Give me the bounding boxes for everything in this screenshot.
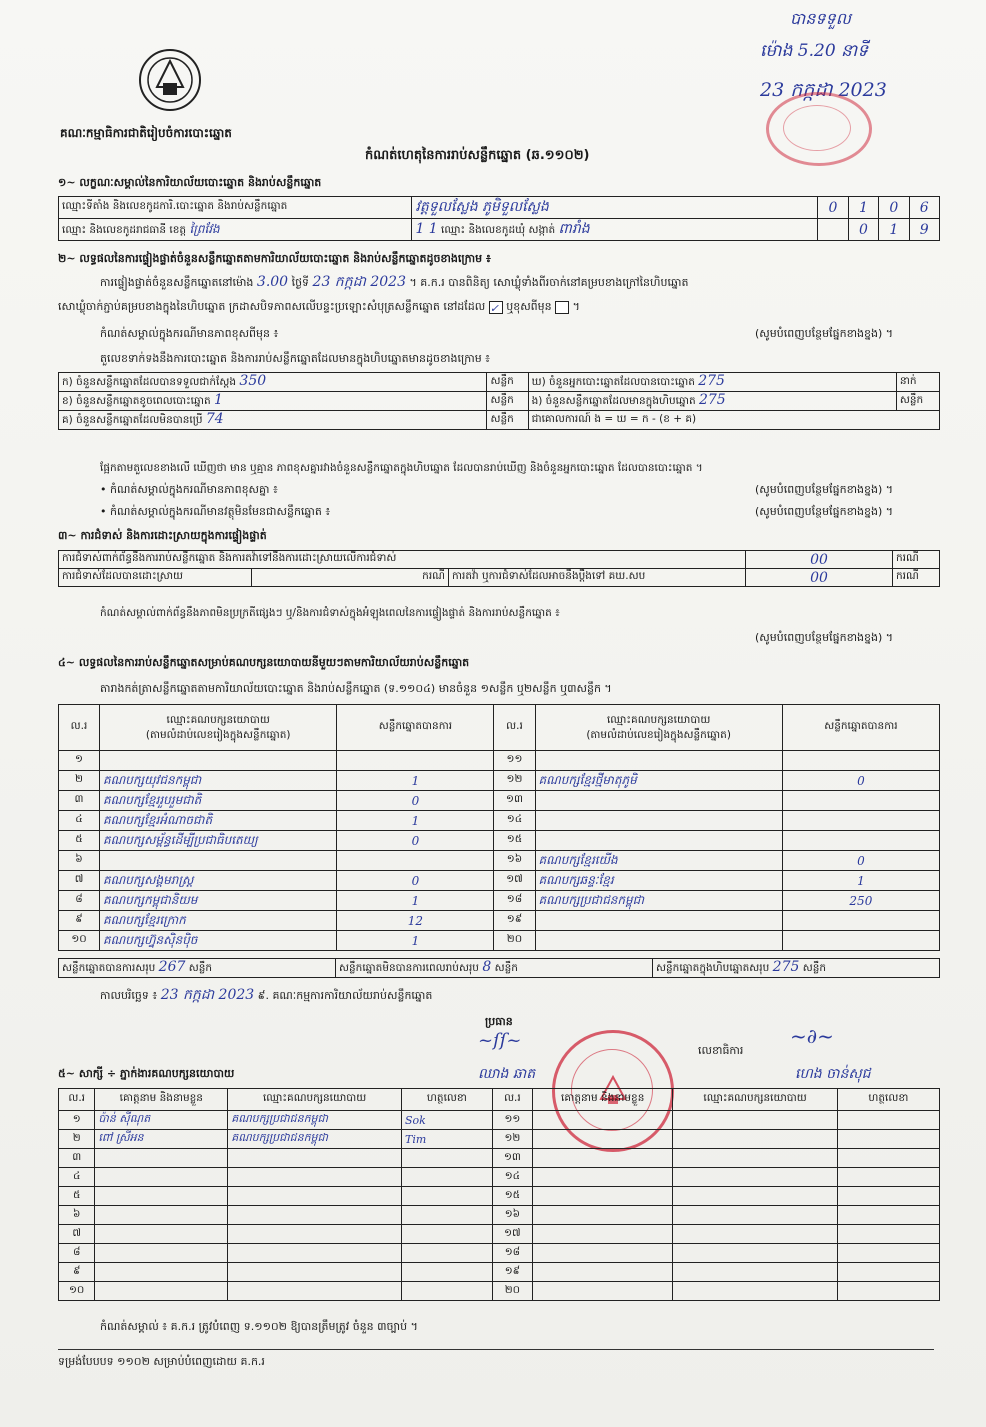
witness-name: ពៅ ស្រីអន — [95, 1130, 228, 1149]
row-number: ១៤ — [492, 1168, 532, 1187]
checkbox-unchanged[interactable]: ✓ — [489, 301, 503, 314]
row-number: ២០ — [492, 1282, 532, 1301]
witness-signature — [402, 1244, 493, 1263]
nec-emblem — [137, 47, 203, 113]
witness-signature — [402, 1149, 493, 1168]
signing-date: 23 កក្កដា 2023 — [160, 987, 255, 1003]
secretary-label: លេខាធិការ — [698, 1044, 744, 1057]
table-row — [59, 831, 940, 851]
verify-date: 23 កក្កដា 2023 — [312, 274, 406, 290]
chair-label: ប្រធាន — [485, 1015, 513, 1028]
section2-para1: ការផ្ទៀងផ្ទាត់ចំនួនសន្លឹកឆ្នោតនៅម៉ោង 3.00 ថ្ងៃទី 23 កក្កដា 2023 ។ គ.ក.រ បានពិនិត្យ សោឃ្លុំទាំងពីរចាក់នៅគម្របខាងក្រៅនៃហិបឆ្នោត — [100, 274, 689, 290]
document-title: កំណត់ហេតុនៃការរាប់សន្លឹកឆ្នោត (ឆ.១១០២) — [365, 148, 590, 163]
witness-signature — [837, 1263, 939, 1282]
form-note: ទម្រង់បែបបទ ១១០២ សម្រាប់បំពេញដោយ គ.ក.រ — [58, 1355, 265, 1368]
table-row — [59, 891, 940, 911]
footnote: កំណត់សម្គាល់ ៖ គ.ក.រ ត្រូវបំពេញ ទ.១១០២ ឱ្យបានត្រឹមត្រូវ ចំនួន ៣ច្បាប់ ។ — [100, 1320, 418, 1333]
row-number: ៣ — [59, 1149, 95, 1168]
valid-votes — [337, 851, 494, 871]
witness-signature — [837, 1130, 939, 1149]
received-date: 23 កក្កដា 2023 — [760, 79, 887, 101]
valid-votes: 1 — [337, 811, 494, 831]
witness-name — [95, 1263, 228, 1282]
witness-name — [532, 1111, 672, 1130]
appeal-label: ការតវ៉ា ឬការជំទាស់ដែលអាចនឹងប្ដឹងទៅ គឃ.សប — [449, 569, 746, 587]
witness-signature: Sok — [402, 1111, 493, 1130]
row-number: ១២ — [494, 771, 535, 791]
col-header-sign: ហត្ថលេខា — [402, 1089, 493, 1111]
commune-code-digit: 0 — [848, 219, 878, 241]
valid-votes — [337, 751, 494, 771]
row-number: ៧ — [59, 1225, 95, 1244]
table-row — [59, 1130, 940, 1149]
note-discrepancy: • កំណត់សម្គាល់ក្នុងករណីមានភាពខុសគ្នា ៖ — [100, 483, 278, 496]
col-header-no: ល.រ — [59, 1089, 95, 1111]
witness-signature — [402, 1206, 493, 1225]
witness-name — [532, 1282, 672, 1301]
received-time: ម៉ោង 5.20 នាទី — [760, 41, 869, 61]
fill-note-2: (សូមបំពេញបន្ថែមផ្នែកខាងខ្នង) ។ — [755, 483, 894, 496]
fill-note-1: (សូមបំពេញបន្ថែមផ្នែកខាងខ្នង) ។ — [755, 327, 894, 340]
witness-name — [532, 1263, 672, 1282]
table-row — [59, 871, 940, 891]
party-name: គណបក្សឆន្ទៈខ្មែរ — [535, 871, 782, 891]
row-number: ១៨ — [492, 1244, 532, 1263]
row-number: ១៩ — [492, 1263, 532, 1282]
valid-votes — [782, 931, 939, 951]
party-name — [535, 831, 782, 851]
province-value: ព្រៃវែង — [189, 221, 220, 236]
appeal-count: 00 — [746, 569, 893, 587]
witness-signature: Tim — [402, 1130, 493, 1149]
witness-name — [532, 1206, 672, 1225]
witness-signature — [837, 1168, 939, 1187]
party-name — [535, 791, 782, 811]
valid-votes: 1 — [337, 891, 494, 911]
witness-party — [673, 1225, 837, 1244]
row-number: ១៣ — [492, 1149, 532, 1168]
location-code-digit: 1 — [848, 197, 878, 219]
ballot-row: ក) ចំនួនសន្លឹកឆ្នោតដែលបានទទួលជាក់ស្ដែង 350 សន្លឹក ឃ) ចំនួនអ្នកបោះឆ្នោតដែលបានបោះឆ្នោត 275 នាក់ — [59, 373, 940, 392]
witness-party — [673, 1187, 837, 1206]
witness-name — [95, 1149, 228, 1168]
table-row — [59, 1282, 940, 1301]
total-in-box: 275 — [772, 959, 800, 975]
witness-signature — [837, 1111, 939, 1130]
table-row — [59, 811, 940, 831]
witness-party — [228, 1244, 402, 1263]
unit-label: សន្លឹក — [896, 392, 939, 411]
valid-votes — [782, 811, 939, 831]
section2-heading: ២~ លទ្ធផលនៃការផ្ទៀងផ្ទាត់ចំនួនសន្លឹកឆ្នោតតាមការិយាល័យបោះឆ្នោត និងរាប់សន្លឹកឆ្នោតដូចខាងក្រោម ៖ — [58, 252, 491, 265]
section4-intro: តារាងកត់ត្រាសន្លឹកឆ្នោតតាមការិយាល័យបោះឆ្នោត និងរាប់សន្លឹកឆ្នោត (ទ.១១០៤) មានចំនួន ១សន្លឹក ឬ២សន្លឹក ឬ៣សន្លឹក ។ — [100, 682, 612, 695]
party-name: គណបក្សកម្ពុជានិយម — [100, 891, 337, 911]
date-line: កាលបរិច្ឆេទ ៖ 23 កក្កដា 2023 ៩. គណៈកម្មការការិយាល័យរាប់សន្លឹកឆ្នោត — [100, 987, 433, 1003]
valid-votes: 0 — [337, 871, 494, 891]
witness-party — [228, 1168, 402, 1187]
row-number: ១៧ — [492, 1225, 532, 1244]
total-invalid: 8 — [482, 959, 492, 975]
witness-name — [95, 1225, 228, 1244]
row-number: ១៥ — [492, 1187, 532, 1206]
witness-party — [673, 1111, 837, 1130]
witness-name — [95, 1187, 228, 1206]
row-number: ៤ — [59, 1168, 95, 1187]
table-row — [59, 771, 940, 791]
objection-table — [58, 550, 940, 587]
col-header-no: ល.រ — [494, 705, 535, 751]
row-number: ៥ — [59, 831, 100, 851]
col-header-votes: សន្លឹកឆ្នោតបានការ — [782, 705, 939, 751]
party-name: គណបក្សខ្មែរអំណាចជាតិ — [100, 811, 337, 831]
witness-name — [95, 1244, 228, 1263]
valid-votes: 12 — [337, 911, 494, 931]
col-header-party: ឈ្មោះគណបក្សនយោបាយ (តាមលំដាប់លេខរៀងក្នុងសន្លឹកឆ្នោត) — [100, 705, 337, 751]
party-name — [535, 931, 782, 951]
witness-name: ប៉ាន់ ស៊ីណុត — [95, 1111, 228, 1130]
org-name: គណៈកម្មាធិការជាតិរៀបចំការបោះឆ្នោត — [60, 126, 232, 140]
valid-votes: 1 — [337, 771, 494, 791]
unit-label: សន្លឹក — [487, 392, 528, 411]
table-row — [59, 791, 940, 811]
commune-cell: 1 1 ឈ្មោះ និងលេខកូដឃុំ សង្កាត់ ពារាំង — [412, 219, 818, 241]
valid-votes: 1 — [782, 871, 939, 891]
col-header-no: ល.រ — [59, 705, 100, 751]
section1-heading: ១~ លក្ខណៈសម្គាល់នៃការិយាល័យបោះឆ្នោត និងរាប់សន្លឹកឆ្នោត — [58, 176, 322, 189]
valid-votes: 1 — [337, 931, 494, 951]
party-name: គណបក្សខ្មែរយើង — [535, 851, 782, 871]
voters-voted: 275 — [698, 373, 725, 389]
note-changed: កំណត់សម្គាល់ក្នុងករណីមានភាពខុសពីមុន ៖ — [100, 327, 279, 340]
witness-party: គណបក្សប្រជាជនកម្ពុជា — [228, 1130, 402, 1149]
received-note: បានទទួល — [790, 9, 851, 28]
secretary-signature: ~∂~ — [790, 1024, 834, 1048]
results-table — [58, 704, 940, 951]
witness-party — [228, 1206, 402, 1225]
section4-heading: ៤~ លទ្ធផលនៃការរាប់សន្លឹកឆ្នោតសម្រាប់គណបក្សនយោបាយនីមួយៗតាមការិយាល័យរាប់សន្លឹកឆ្នោត — [58, 656, 470, 669]
witness-party — [228, 1282, 402, 1301]
witness-signature — [837, 1187, 939, 1206]
fill-note-3: (សូមបំពេញបន្ថែមផ្នែកខាងខ្នង) ។ — [755, 505, 894, 518]
witness-signature — [402, 1187, 493, 1206]
valid-votes — [782, 751, 939, 771]
ballots-unused: 74 — [205, 411, 224, 427]
official-stamp-top — [766, 92, 872, 166]
valid-votes — [782, 911, 939, 931]
party-name: គណបក្សប្រជាជនកម្ពុជា — [535, 891, 782, 911]
witness-signature — [837, 1225, 939, 1244]
ballots-spoiled: 1 — [214, 392, 223, 408]
party-name: គណបក្សសម្ព័ន្ធដើម្បីប្រជាធិបតេយ្យ — [100, 831, 337, 851]
witness-party — [673, 1206, 837, 1225]
row-number: ១៤ — [494, 811, 535, 831]
table-row — [59, 911, 940, 931]
location-code-digit: 0 — [818, 197, 848, 219]
objection-label: ការជំទាស់ពាក់ព័ន្ធនឹងការរាប់សន្លឹកឆ្នោត និងការតវ៉ាទៅនឹងការដោះស្រាយលើការជំទាស់ — [59, 551, 746, 569]
col-header-name: គោត្តនាម និងនាមខ្លួន — [532, 1089, 672, 1111]
chair-signature: ~ſſ~ — [478, 1030, 522, 1051]
fill-note-4: (សូមបំពេញបន្ថែមផ្នែកខាងខ្នង) ។ — [755, 631, 894, 644]
row-number: ២ — [59, 771, 100, 791]
witness-party — [228, 1263, 402, 1282]
row-number: ៦ — [59, 851, 100, 871]
ballot-row: គ) ចំនួនសន្លឹកឆ្នោតដែលមិនបានប្រើ 74 សន្លឹក ជាគោលការណ៍ ង = ឃ = ក - (ខ + គ) — [59, 411, 940, 430]
valid-votes: 0 — [782, 851, 939, 871]
row-number: ១២ — [492, 1130, 532, 1149]
row-number: ១៦ — [494, 851, 535, 871]
objection-count: 00 — [746, 551, 893, 569]
row-number: ១១ — [494, 751, 535, 771]
party-name — [535, 811, 782, 831]
witness-signature — [402, 1263, 493, 1282]
party-name — [535, 911, 782, 931]
commune-code-digit: 1 — [879, 219, 909, 241]
party-name: គណបក្សសង្គមរាស្ត្រ — [100, 871, 337, 891]
row-number: ៤ — [59, 811, 100, 831]
witness-signature — [837, 1244, 939, 1263]
results-totals: សន្លឹកឆ្នោតបានការសរុប 267 សន្លឹក សន្លឹកឆ្នោតមិនបានការពេលរាប់សរុប 8 សន្លឹក សន្លឹកឆ្នោតក្នុងហិបឆ្នោតសរុប 275 សន្លឹក — [58, 958, 940, 978]
witness-party — [673, 1263, 837, 1282]
footer-divider — [58, 1349, 934, 1350]
row-number: ៦ — [59, 1206, 95, 1225]
table-row — [59, 851, 940, 871]
unit-label: ករណី — [893, 551, 940, 569]
witness-party — [673, 1282, 837, 1301]
col-header-no: ល.រ — [492, 1089, 532, 1111]
unit-label: ករណី — [893, 569, 940, 587]
witness-signature — [837, 1282, 939, 1301]
valid-votes: 250 — [782, 891, 939, 911]
section5-heading: ៥~ សាក្សី ÷ ភ្នាក់ងារគណបក្សនយោបាយ — [58, 1067, 235, 1080]
witness-name — [95, 1168, 228, 1187]
verify-time: 3.00 — [256, 274, 289, 290]
location-code-digit: 0 — [879, 197, 909, 219]
row-number: ៥ — [59, 1187, 95, 1206]
location-value: វត្តទួលស្លែង ភូមិទួលស្លែង — [412, 197, 818, 219]
table-row — [59, 751, 940, 771]
row-number: ១០ — [59, 1282, 95, 1301]
valid-votes — [782, 831, 939, 851]
secretary-name: ហេង ចាន់សុជ — [795, 1066, 871, 1082]
witness-party: គណបក្សប្រជាជនកម្ពុជា — [228, 1111, 402, 1130]
row-number: ១៦ — [492, 1206, 532, 1225]
ballots-in-box: 275 — [698, 392, 726, 408]
province-label: ឈ្មោះ និងលេខកូដរាជធានី ខេត្ត ព្រៃវែង — [59, 219, 412, 241]
valid-votes — [782, 791, 939, 811]
province-code: 1 1 — [415, 221, 438, 237]
row-number: ៨ — [59, 1244, 95, 1263]
discrepancy-check: ផ្អែកតាមតួលេខខាងលើ ឃើញថា មាន ឬគ្មាន ភាពខុសគ្នារវាងចំនួនសន្លឹកឆ្នោតក្នុងហិបឆ្នោត ដែលបានរាប់ឃើញ និងចំនួនអ្នកបោះឆ្នោត ដែលបានបោះឆ្នោត ។ — [100, 462, 703, 474]
row-number: ៩ — [59, 911, 100, 931]
row-number: ២០ — [494, 931, 535, 951]
row-number: ១០ — [59, 931, 100, 951]
row-number: ៣ — [59, 791, 100, 811]
table-row — [59, 1111, 940, 1130]
row-number: ១៥ — [494, 831, 535, 851]
row-number: ២ — [59, 1130, 95, 1149]
checkbox-changed[interactable] — [555, 301, 569, 314]
unit-label: សន្លឹក — [487, 373, 528, 392]
col-header-sign: ហត្ថលេខា — [837, 1089, 939, 1111]
witness-name — [95, 1282, 228, 1301]
row-number: ១៣ — [494, 791, 535, 811]
witness-party — [673, 1168, 837, 1187]
section1-table — [58, 196, 940, 241]
witness-table — [58, 1088, 940, 1301]
witness-party — [673, 1130, 837, 1149]
table-row — [59, 1168, 940, 1187]
party-name — [100, 751, 337, 771]
row-number: ១៧ — [494, 871, 535, 891]
witness-name — [95, 1206, 228, 1225]
row-number: ៩ — [59, 1263, 95, 1282]
row-number: ៧ — [59, 871, 100, 891]
commune-code-digit: 9 — [909, 219, 939, 241]
witness-signature — [837, 1206, 939, 1225]
ballot-count-table — [58, 372, 940, 430]
col-header-party: ឈ្មោះគណបក្សនយោបាយ (តាមលំដាប់លេខរៀងក្នុងសន្លឹកឆ្នោត) — [535, 705, 782, 751]
witness-signature — [837, 1149, 939, 1168]
witness-party — [228, 1149, 402, 1168]
location-label: ឈ្មោះទីតាំង និងលេខកូដការិ.បោះឆ្នោត និងរាប់សន្លឹកឆ្នោត — [59, 197, 412, 219]
witness-name — [532, 1168, 672, 1187]
total-valid: 267 — [158, 959, 186, 975]
ballots-received: 350 — [239, 373, 267, 389]
location-code-digit: 6 — [909, 197, 939, 219]
party-name — [100, 851, 337, 871]
table-row — [59, 1187, 940, 1206]
witness-name — [532, 1187, 672, 1206]
witness-signature — [402, 1168, 493, 1187]
party-name: គណបក្សខ្មែររួបរួមជាតិ — [100, 791, 337, 811]
valid-votes: 0 — [337, 791, 494, 811]
table-row — [59, 931, 940, 951]
section2-intro: តួលេខទាក់ទងនឹងការបោះឆ្នោត និងការរាប់សន្លឹកឆ្នោតដែលមានក្នុងហិបឆ្នោតមានដូចខាងក្រោម ៖ — [100, 352, 491, 365]
ballot-row: ខ) ចំនួនសន្លឹកឆ្នោតខូចពេលបោះឆ្នោត 1 សន្លឹក ង) ចំនួនសន្លឹកឆ្នោតដែលមានក្នុងហិបឆ្នោត 275 សន្លឹក — [59, 392, 940, 411]
note-foreign-objects: • កំណត់សម្គាល់ក្នុងករណីមានវត្ថុមិនមែនជាសន្លឹកឆ្នោត ៖ — [100, 505, 331, 518]
section3-heading: ៣~ ការជំទាស់ និងការដោះស្រាយក្នុងការផ្ទៀងផ្ទាត់ — [58, 529, 267, 542]
col-header-votes: សន្លឹកឆ្នោតបានការ — [337, 705, 494, 751]
unit-label: ករណី — [252, 569, 449, 587]
commune-value: ពារាំង — [558, 221, 590, 237]
row-number: ១១ — [492, 1111, 532, 1130]
party-name — [535, 751, 782, 771]
section2-para2: សោឃ្លុំចាក់ភ្ជាប់គម្របខាងក្នុងនៃហិបឆ្នោត ក្រដាសបិទភាពសលើបន្ទះប្រឡោះសំបុត្រសន្លឹកឆ្នោត នៅដដែល ✓ ឬខុសពីមុន ។ — [58, 300, 580, 315]
table-row — [59, 1206, 940, 1225]
witness-name — [532, 1130, 672, 1149]
witness-party — [673, 1149, 837, 1168]
table-row — [59, 1225, 940, 1244]
commune-code-blank — [818, 219, 848, 241]
table-row — [59, 1263, 940, 1282]
col-header-name: គោត្តនាម និងនាមខ្លួន — [95, 1089, 228, 1111]
witness-name — [532, 1225, 672, 1244]
party-name: គណបក្សខ្មែរថ្មីមាតុភូមិ — [535, 771, 782, 791]
formula: ជាគោលការណ៍ ង = ឃ = ក - (ខ + គ) — [528, 411, 939, 430]
table-row — [59, 1244, 940, 1263]
party-name: គណបក្សហ្វ៊ុនស៊ិនប៉ិច — [100, 931, 337, 951]
unit-label: នាក់ — [896, 373, 939, 392]
party-name: គណបក្សយុវជនកម្ពុជា — [100, 771, 337, 791]
row-number: ១៨ — [494, 891, 535, 911]
witness-party — [228, 1225, 402, 1244]
table-row — [59, 1149, 940, 1168]
witness-name — [532, 1244, 672, 1263]
valid-votes: 0 — [337, 831, 494, 851]
unit-label: សន្លឹក — [487, 411, 528, 430]
party-name: គណបក្សខ្មែរក្រោក — [100, 911, 337, 931]
col-header-party: ឈ្មោះគណបក្សនយោបាយ — [228, 1089, 402, 1111]
witness-name — [532, 1149, 672, 1168]
witness-signature — [402, 1225, 493, 1244]
witness-signature — [402, 1282, 493, 1301]
row-number: ១៩ — [494, 911, 535, 931]
row-number: ១ — [59, 751, 100, 771]
valid-votes: 0 — [782, 771, 939, 791]
row-number: ១ — [59, 1111, 95, 1130]
row-number: ៨ — [59, 891, 100, 911]
resolved-label: ការជំទាស់ដែលបានដោះស្រាយ — [59, 569, 252, 587]
chair-name: ឈាង ឆាត — [478, 1066, 536, 1082]
witness-party — [228, 1187, 402, 1206]
col-header-party: ឈ្មោះគណបក្សនយោបាយ — [673, 1089, 837, 1111]
irregularity-note: កំណត់សម្គាល់ពាក់ព័ន្ធនឹងភាពមិនប្រក្រតីផ្សេងៗ ឬ/និងការជំទាស់ក្នុងអំឡុងពេលនៃការផ្ទៀងផ្ទាត់ និងការរាប់សន្លឹកឆ្នោត ៖ — [100, 607, 560, 619]
witness-party — [673, 1244, 837, 1263]
